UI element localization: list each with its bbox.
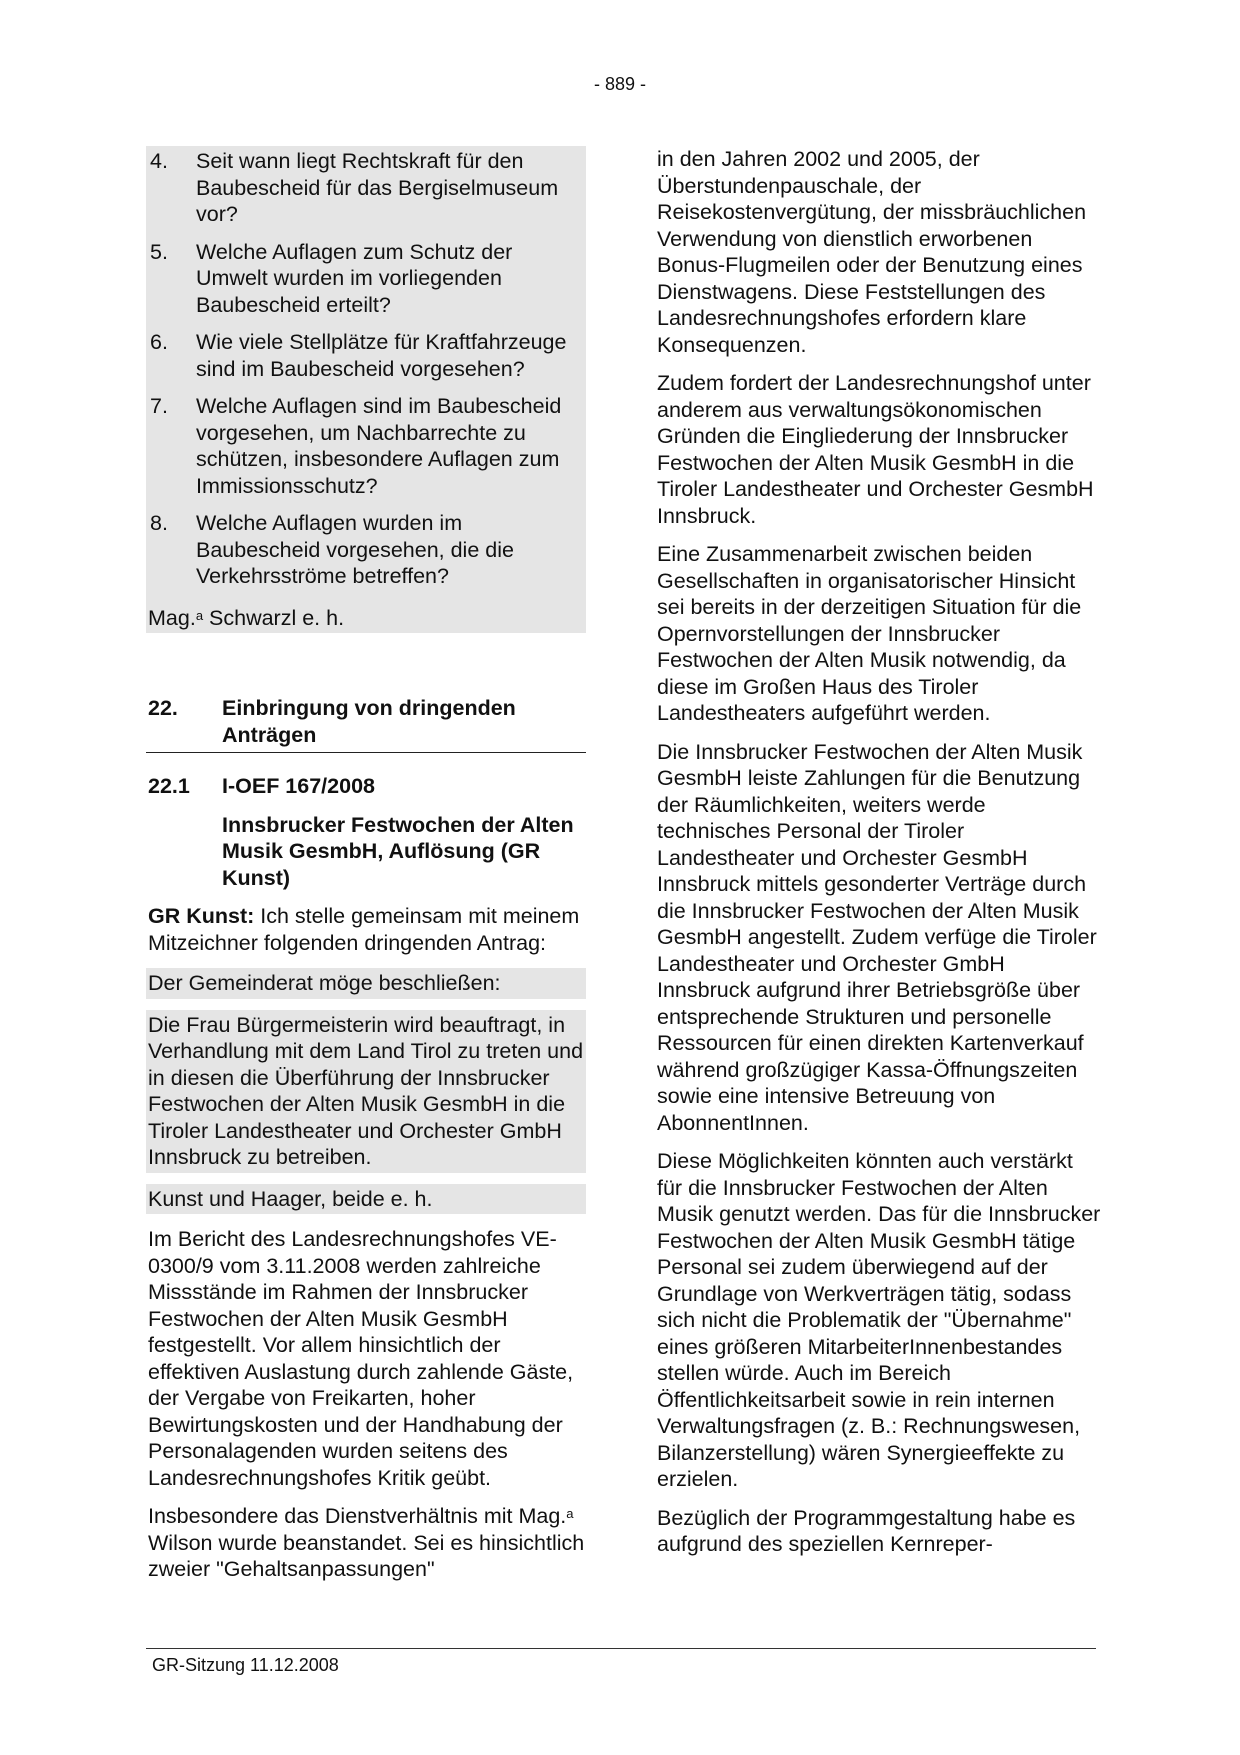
question-text: Welche Auflagen zum Schutz der Umwelt wurden im vorliegenden Baubescheid erteilt? [196,239,513,317]
section-heading: 22. Einbringung von dringenden Anträgen [146,695,586,753]
left-column [146,146,586,1583]
subsection-heading: 22.1 I-OEF 167/2008 [148,774,375,798]
motion-signers: Kunst und Haager, beide e. h. [146,1184,586,1215]
right-column [657,146,1103,1558]
question-signer: Mag.$^a$ Schwarzl e. h. [148,605,345,630]
intro-paragraph: GR Kunst: Ich stelle gemeinsam mit meinem Mitzeichner folgenden dringenden Antrag: [148,904,580,955]
motion-body: Die Frau Bürgermeisterin wird beauftragt, in Verhandlung mit dem Land Tirol zu treten und in diesen die Überführung der Innsbrucker Festwochen der Alten Musik GesmbH in die Tiroler Landestheater und Orchester GmbH Innsbruck zu betreiben. [146,1010,586,1173]
body-paragraph: Insbesondere das Dienstverhältnis mit Mag.$^a$ Wilson wurde beanstandet. Sei es hinsichtlich zweier "Gehaltsanpassungen" [148,1504,585,1581]
question-item: 5. Welche Auflagen zum Schutz der Umwelt wurden im vorliegenden Baubescheid erteilt? [150,239,513,317]
question-item: 6. Wie viele Stellplätze für Kraftfahrzeuge sind im Baubescheid vorgesehen? [150,330,567,381]
footer-text: GR-Sitzung 11.12.2008 [152,1655,339,1675]
body-paragraph: Die Innsbrucker Festwochen der Alten Musik GesmbH leiste Zahlungen für die Benutzung der Räumlichkeiten, weiters werde technisches Personal der Tiroler Landestheater und Orchester GesmbH Innsbruck mittels gesonderter Verträge durch die Innsbrucker Festwochen der Alten Musik GesmbH angestellt. Zudem verfüge die Tiroler Landestheater und Orchester GmbH Innsbruck aufgrund ihrer Betriebsgröße über entsprechende Strukturen und personelle Ressourcen für einen direkten Kartenverkauf während großzügiger Kassa-Öffnungszeiten sowie eine intensive Betreuung von AbonnentInnen. [657,739,1097,1135]
question-text: Welche Auflagen sind im Baubescheid vorgesehen, um Nachbarrechte zu schützen, insbesondere Auflagen zum Immissionsschutz? [196,394,562,498]
subsection-title: Innsbrucker Festwochen der Alten Musik GesmbH, Auflösung (GR Kunst) [222,812,574,890]
question-item: 4. Seit wann liegt Rechtskraft für den Baubescheid für das Bergiselmuseum vor? [150,149,559,226]
body-paragraph: Bezüglich der Programmgestaltung habe es aufgrund des speziellen Kernreper- [657,1505,1076,1556]
question-text: Seit wann liegt Rechtskraft für den Baubescheid für das Bergiselmuseum vor? [196,149,559,226]
motion-heading: Der Gemeinderat möge beschließen: [146,968,586,999]
motion-block [146,968,586,1214]
question-text: Welche Auflagen wurden im Baubescheid vorgesehen, die die Verkehrsströme betreffen? [196,511,514,588]
question-text: Wie viele Stellplätze für Kraftfahrzeuge sind im Baubescheid vorgesehen? [196,330,567,381]
body-paragraph: Zudem fordert der Landesrechnungshof unter anderem aus verwaltungsökonomischen Gründen die Eingliederung der Innsbrucker Festwochen der Alten Musik GesmbH in die Tiroler Landestheater und Orchester GesmbH Innsbruck. [657,371,1094,528]
body-paragraph: in den Jahren 2002 und 2005, der Überstundenpauschale, der Reisekostenvergütung, der missbräuchlichen Verwendung von dienstlich erworbenen Bonus-Flugmeilen oder der Benutzung eines Dienstwagens. Diese Feststellungen des Landesrechnungshofes erfordern klare Konsequenzen. [657,147,1087,357]
speaker-label: GR Kunst: [148,904,255,928]
question-item: 8. Welche Auflagen wurden im Baubescheid vorgesehen, die die Verkehrsströme betreffen? [150,511,514,588]
body-paragraph: Im Bericht des Landesrechnungshofes VE-0300/9 vom 3.11.2008 werden zahlreiche Missstände im Rahmen der Innsbrucker Festwochen der Alten Musik GesmbH festgestellt. Vor allem hinsichtlich der effektiven Auslastung durch zahlende Gäste, der Vergabe von Freikarten, hoher Bewirtungskosten und der Handhabung der Personalagenden wurden seitens des Landesrechnungshofes Kritik geübt. [148,1227,574,1490]
footer-divider [146,1648,1096,1649]
question-item: 7. Welche Auflagen sind im Baubescheid vorgesehen, um Nachbarrechte zu schützen, insbesondere Auflagen zum Immissionsschutz? [150,394,562,498]
page-number: - 889 - [593,74,647,94]
questions-block [146,146,586,633]
body-paragraph: Diese Möglichkeiten könnten auch verstärkt für die Innsbrucker Festwochen der Alten Musik genutzt werden. Das für die Innsbrucker Festwochen der Alten Musik GesmbH tätige Personal sei zudem überwiegend auf der Grundlage von Werkverträgen tätig, sodass sich nicht die Problematik der "Übernahme" eines größeren MitarbeiterInnenbestandes stellen würde. Auch im Bereich Öffentlichkeitsarbeit sowie in rein internen Verwaltungsfragen (z. B.: Rechnungswesen, Bilanzerstellung) wären Synergieeffekte zu erzielen. [657,1149,1101,1491]
body-paragraph: Eine Zusammenarbeit zwischen beiden Gesellschaften in organisatorischer Hinsicht sei bereits in der derzeitigen Situation für die Opernvorstellungen der Innsbrucker Festwochen der Alten Musik notwendig, da diese im Großen Haus des Tiroler Landestheaters aufgeführt werden. [657,542,1082,725]
